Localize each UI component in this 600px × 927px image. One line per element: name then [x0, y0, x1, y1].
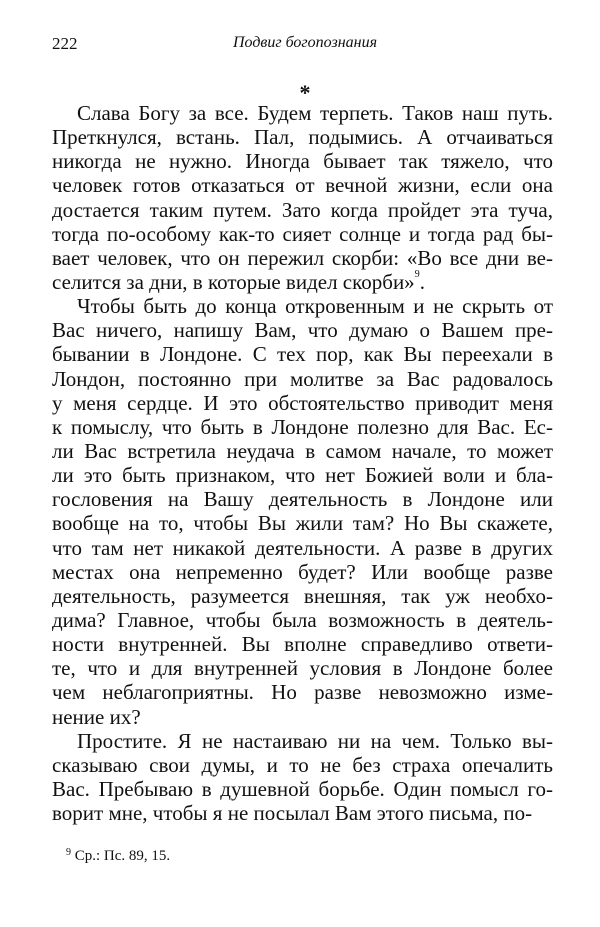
line-text: ворит мне, чтобы я не посылал Вам этого письма, по-	[52, 801, 533, 826]
text-line	[52, 270, 553, 294]
line-text: вает человек, что он пережил скорби: «Во все дни ве-	[52, 245, 553, 270]
line-text: достается таким путем. Зато когда пройдет эта туча,	[52, 197, 553, 222]
text-line	[52, 487, 553, 511]
line-text: бывании в Лондоне. С тех пор, как Вы переехали в	[52, 342, 553, 367]
line-text: ли это быть признаком, что нет Божией воли и бла-	[52, 463, 553, 488]
line-text: те, что и для внутренней условия в Лондоне более	[52, 656, 553, 681]
line-text: местах она непременно будет? Или вообще разве	[52, 559, 553, 584]
text-line	[52, 149, 553, 173]
line-text: Преткнулся, встань. Пал, подымись. А отчаиваться	[52, 125, 553, 150]
text-line	[52, 705, 553, 729]
text-line	[52, 777, 553, 801]
text-line	[52, 294, 553, 318]
text-line	[52, 318, 553, 342]
text-line	[52, 439, 553, 463]
line-text: деятельность, разумеется внешняя, так уж необхо-	[52, 583, 553, 608]
text-line	[52, 656, 553, 680]
text-line	[52, 101, 553, 125]
line-text: никогда не нужно. Иногда бывает так тяжело, что	[52, 149, 553, 174]
text-line	[52, 415, 553, 439]
line-text: тогда по-особому как-то сияет солнце и тогда рад бы-	[52, 221, 553, 246]
paragraph	[52, 294, 553, 729]
text-line	[52, 729, 553, 753]
running-title: Подвиг богопознания	[232, 34, 378, 51]
line-text: гословения на Вашу деятельность в Лондоне или	[52, 487, 553, 512]
text-line	[52, 536, 553, 560]
line-text: ли Вас встретила неудача в самом начале, то может	[52, 438, 553, 463]
line-text: Простите. Я не настаиваю ни на чем. Только вы-	[77, 728, 553, 753]
text-line	[52, 608, 553, 632]
line-text: Вас. Пребываю в душевной борьбе. Один помысл го-	[52, 776, 553, 801]
line-text: чем неблагоприятны. Но разве невозможно изме-	[52, 680, 553, 705]
line-text: сказываю свои думы, и то не без страха опечалить	[52, 752, 553, 777]
line-text: дима? Главное, чтобы была возможность в деятель-	[52, 607, 553, 632]
text-line	[52, 342, 553, 366]
page-number: 222	[52, 34, 78, 53]
line-text: нение их?	[52, 704, 141, 729]
text-line	[52, 584, 553, 608]
footnote-reference[interactable]: 9	[414, 269, 420, 280]
line-text: вообще на то, чтобы Вы жили там? Но Вы скажете,	[52, 511, 553, 536]
text-line	[52, 125, 553, 149]
footnote-marker: 9	[66, 847, 71, 858]
text-line	[52, 511, 553, 535]
line-text: к помыслу, что быть в Лондоне полезно для Вас. Ес-	[52, 414, 553, 439]
line-text: человек готов отказаться от вечной жизни, если она	[52, 173, 553, 198]
text-line	[52, 753, 553, 777]
text-line	[52, 391, 553, 415]
text-line	[52, 560, 553, 584]
paragraph	[52, 729, 553, 826]
line-text: Лондон, постоянно при молитве за Вас радовалось	[52, 366, 553, 391]
text-line	[52, 463, 553, 487]
footnote	[66, 848, 170, 865]
line-text: селится за дни, в которые видел скорби»	[52, 269, 415, 294]
text-line	[52, 680, 553, 704]
text-line	[52, 222, 553, 246]
paragraph	[52, 101, 553, 294]
text-line	[52, 173, 553, 197]
line-text: что там нет никакой деятельности. А разве в других	[52, 535, 553, 560]
line-text: Вас ничего, напишу Вам, что думаю о Вашем пре-	[52, 318, 553, 343]
text-line	[52, 367, 553, 391]
section-separator: *	[299, 80, 311, 105]
text-line	[52, 246, 553, 270]
line-text: Слава Богу за все. Будем терпеть. Таков наш путь.	[77, 101, 553, 125]
footnote-text: Ср.: Пс. 89, 15.	[74, 848, 171, 864]
text-line	[52, 632, 553, 656]
text-line	[52, 801, 553, 825]
line-text: у меня сердце. И это обстоятельство приводит меня	[52, 390, 553, 415]
line-text: ности внутренней. Вы вполне справедливо ответи-	[52, 632, 553, 657]
line-text: Чтобы быть до конца откровенным и не скрыть от	[77, 294, 553, 319]
body-text	[52, 101, 553, 825]
text-line	[52, 198, 553, 222]
line-tail: .	[419, 269, 425, 294]
